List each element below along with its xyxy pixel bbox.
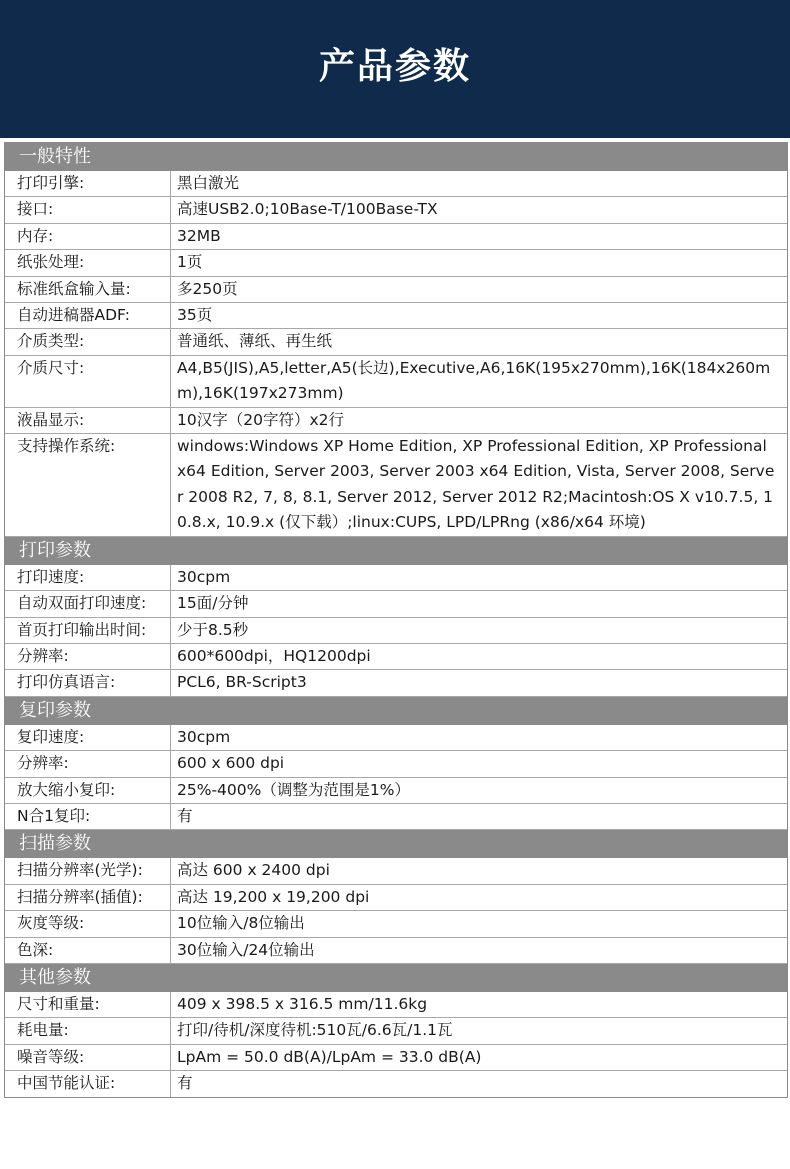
spec-label: N合1复印: — [5, 804, 171, 829]
spec-label: 尺寸和重量: — [5, 992, 171, 1017]
spec-table — [4, 142, 788, 1098]
spec-label: 分辨率: — [5, 644, 171, 669]
spec-label: 扫描分辨率(插值): — [5, 885, 171, 910]
spec-row — [5, 938, 787, 964]
spec-label: 灰度等级: — [5, 911, 171, 936]
spec-row — [5, 303, 787, 329]
section-header: 扫描参数 — [5, 830, 787, 858]
spec-row — [5, 591, 787, 617]
spec-value: 黑白激光 — [177, 174, 240, 192]
spec-value: 600 x 600 dpi — [177, 754, 285, 773]
spec-label: 耗电量: — [5, 1018, 171, 1043]
spec-value: 30cpm — [177, 727, 231, 746]
spec-row — [5, 644, 787, 670]
spec-value: 600*600dpi，HQ1200dpi — [177, 646, 371, 665]
spec-value: 高达 600 x 2400 dpi — [177, 861, 330, 880]
spec-value: 普通纸、薄纸、再生纸 — [177, 332, 333, 351]
spec-label: 纸张处理: — [5, 250, 171, 275]
spec-label: 自动双面打印速度: — [5, 591, 171, 616]
spec-row — [5, 565, 787, 591]
spec-value: 30位输入/24位输出 — [177, 940, 315, 959]
spec-value: 多250页 — [177, 279, 238, 298]
spec-label: 内存: — [5, 224, 171, 249]
spec-label: 打印仿真语言: — [5, 670, 171, 695]
spec-row — [5, 250, 787, 276]
spec-value: 高速USB2.0;10Base-T/100Base-TX — [177, 200, 438, 219]
spec-label: 打印速度: — [5, 565, 171, 590]
spec-row — [5, 670, 787, 696]
spec-row — [5, 197, 787, 223]
spec-value: 有 — [177, 1074, 193, 1093]
spec-row — [5, 356, 787, 408]
spec-row — [5, 1018, 787, 1044]
spec-value: 35页 — [177, 306, 213, 325]
spec-label: 放大缩小复印: — [5, 778, 171, 803]
section-header: 其他参数 — [5, 964, 787, 992]
spec-row — [5, 725, 787, 751]
spec-value: 10汉字（20字符）x2行 — [177, 410, 344, 429]
spec-label: 分辨率: — [5, 751, 171, 776]
spec-value: 30cpm — [177, 567, 231, 586]
spec-value: windows:Windows XP Home Edition, XP Professional Edition, XP Professional x64 Edition, Server 2003, Server 2003 x64 Edition, Vista, Server 2008, Server 2008 R2, 7, 8, 8.1, Server 2012, Server 2012 R2;Macintosh:OS X v10.7.5, 10.8.x, 10.9.x (仅下载）;linux:CUPS, LPD/LPRng (x86/x64 环境) — [177, 437, 775, 532]
spec-row — [5, 911, 787, 937]
spec-row — [5, 804, 787, 830]
spec-value: 打印/待机/深度待机:510瓦/6.6瓦/1.1瓦 — [177, 1021, 453, 1040]
spec-label: 噪音等级: — [5, 1045, 171, 1070]
spec-label: 液晶显示: — [5, 408, 171, 433]
spec-row — [5, 751, 787, 777]
spec-value: 409 x 398.5 x 316.5 mm/11.6kg — [177, 994, 428, 1013]
spec-value: 25%-400%（调整为范围是1%） — [177, 780, 410, 799]
spec-row — [5, 992, 787, 1018]
spec-row — [5, 277, 787, 303]
spec-row — [5, 885, 787, 911]
section-header: 复印参数 — [5, 697, 787, 725]
spec-value: 32MB — [177, 226, 221, 245]
spec-label: 中国节能认证: — [5, 1071, 171, 1096]
spec-value: A4,B5(JIS),A5,letter,A5(长边),Executive,A6,16K(195x270mm),16K(184x260mm),16K(197x273mm) — [177, 358, 771, 403]
spec-value: PCL6, BR-Script3 — [177, 673, 307, 692]
spec-value: LpAm = 50.0 dB(A)/LpAm = 33.0 dB(A) — [177, 1047, 482, 1066]
spec-row — [5, 618, 787, 644]
spec-value: 1页 — [177, 253, 203, 272]
spec-label: 首页打印输出时间: — [5, 618, 171, 643]
spec-row — [5, 171, 787, 197]
spec-label: 自动进稿器ADF: — [5, 303, 171, 328]
spec-label: 标准纸盒输入量: — [5, 277, 171, 302]
spec-value: 有 — [177, 806, 193, 825]
page-header — [0, 0, 790, 138]
spec-label: 介质尺寸: — [5, 356, 171, 407]
page-title: 产品参数 — [318, 45, 471, 87]
spec-label: 支持操作系统: — [5, 434, 171, 536]
spec-label: 介质类型: — [5, 329, 171, 354]
spec-row — [5, 858, 787, 884]
spec-value: 10位输入/8位输出 — [177, 914, 305, 933]
spec-row — [5, 1071, 787, 1096]
spec-row — [5, 1045, 787, 1071]
spec-row — [5, 434, 787, 537]
spec-label: 打印引擎: — [5, 171, 171, 196]
spec-value: 高达 19,200 x 19,200 dpi — [177, 887, 370, 906]
spec-row — [5, 408, 787, 434]
section-header: 打印参数 — [5, 537, 787, 565]
spec-label: 复印速度: — [5, 725, 171, 750]
spec-value: 15面/分钟 — [177, 594, 249, 613]
spec-label: 色深: — [5, 938, 171, 963]
spec-row — [5, 778, 787, 804]
spec-label: 扫描分辨率(光学): — [5, 858, 171, 883]
spec-row — [5, 224, 787, 250]
spec-row — [5, 329, 787, 355]
section-header: 一般特性 — [5, 143, 787, 171]
spec-value: 少于8.5秒 — [177, 620, 249, 639]
spec-label: 接口: — [5, 197, 171, 222]
